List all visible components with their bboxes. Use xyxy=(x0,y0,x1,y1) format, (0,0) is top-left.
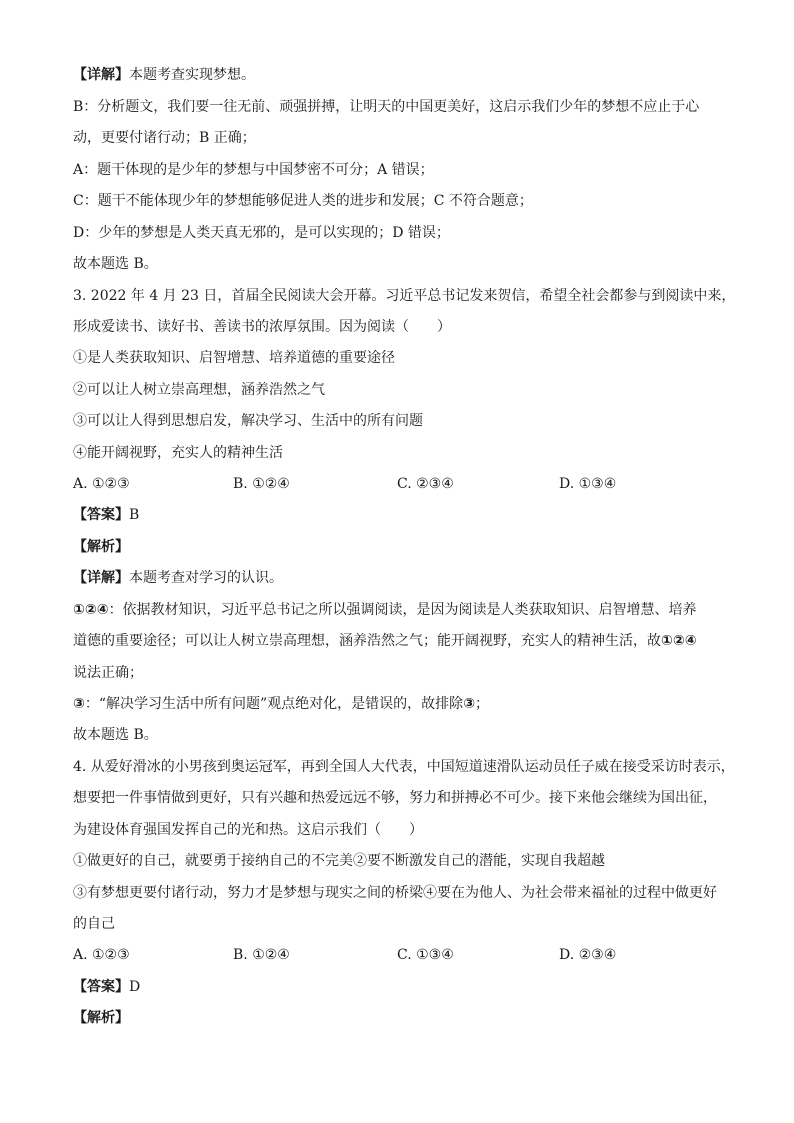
question-4-answer xyxy=(73,978,140,996)
conclusion: 故本题选 B。 xyxy=(73,727,158,743)
detail-text: 本题考查对学习的认识。 xyxy=(129,570,283,586)
question-4-statement: ③有梦想更要付诸行动，努力才是梦想与现实之间的桥梁④要在为他人、为社会带来福祉的过程中做更好 xyxy=(73,885,717,901)
question-3-statement: ③可以让人得到思想启发，解决学习、生活中的所有问题 xyxy=(73,413,423,429)
question-4-stem: 为建设体育强国发挥自己的光和热。这启示我们（ ） xyxy=(73,822,423,838)
question-3-statement: ①是人类获取知识、启智增慧、培养道德的重要途径 xyxy=(73,350,395,366)
question-3-detail xyxy=(73,569,283,587)
answer-value: B xyxy=(129,507,140,523)
statement-ref: ①②④ xyxy=(661,633,697,649)
option-a: A. ①②③ xyxy=(73,476,130,492)
option-b: B. ①②④ xyxy=(233,947,290,963)
analysis-label: 【解析】 xyxy=(73,539,129,555)
explanation-text: ； xyxy=(475,696,490,712)
paragraph-line: C：题干不能体现少年的梦想能够促进人类的进步和发展；C 不符合题意； xyxy=(73,193,533,209)
explanation-line: 说法正确； xyxy=(73,665,143,681)
question-3-stem: 形成爱读书、读好书、善读书的浓厚氛围。因为阅读（ ） xyxy=(73,319,451,335)
question-3-stem: 3. 2022 年 4 月 23 日，首届全民阅读大会开幕。习近平总书记发来贺信，希望全社会都参与到阅读中来， xyxy=(73,288,736,304)
question-4-stem: 想要把一件事情做到更好，只有兴趣和热爱远远不够，努力和拼搏必不可少。接下来他会继续为国出征， xyxy=(73,790,717,806)
analysis-label: 【解析】 xyxy=(73,1010,129,1026)
paragraph-line: 故本题选 B。 xyxy=(73,256,158,272)
paragraph-line: A：题干体现的是少年的梦想与中国梦密不可分；A 错误； xyxy=(73,162,434,178)
explanation-line xyxy=(73,632,697,650)
question-4-statement: 的自己 xyxy=(73,916,115,932)
statement-ref: ③ xyxy=(463,696,476,712)
option-d: D. ②③④ xyxy=(559,947,617,963)
question-4-options xyxy=(73,946,733,964)
answer-label: 【答案】 xyxy=(73,979,129,995)
answer-value: D xyxy=(129,979,141,995)
option-d: D. ①③④ xyxy=(559,476,617,492)
detail-label: 【详解】 xyxy=(73,67,129,83)
explanation-line xyxy=(73,601,697,619)
paragraph-line: B：分析题文，我们要一往无前、顽强拼搏，让明天的中国更美好，这启示我们少年的梦想不应止于心 xyxy=(73,99,700,115)
paragraph-line: D：少年的梦想是人类天真无邪的，是可以实现的；D 错误； xyxy=(73,225,450,241)
paragraph-line: 动，更要付诸行动；B 正确； xyxy=(73,130,256,146)
option-c: C. ①③④ xyxy=(397,947,454,963)
question-4-statement: ①做更好的自己，就要勇于接纳自己的不完美②要不断激发自己的潜能，实现自我超越 xyxy=(73,853,605,869)
question-4-stem: 4. 从爱好滑冰的小男孩到奥运冠军，再到全国人大代表，中国短道速滑队运动员任子威在接受采访时表示， xyxy=(73,759,735,775)
explanation-text: ：依据教材知识，习近平总书记之所以强调阅读，是因为阅读是人类获取知识、启智增慧、培养 xyxy=(108,602,697,618)
explanation-line xyxy=(73,695,489,713)
option-a: A. ①②③ xyxy=(73,947,130,963)
statement-ref: ①②④ xyxy=(73,602,109,618)
option-b: B. ①②④ xyxy=(233,476,290,492)
detail-label: 【详解】 xyxy=(73,570,129,586)
explanation-text: 道德的重要途径；可以让人树立崇高理想，涵养浩然之气；能开阔视野，充实人的精神生活，故 xyxy=(73,633,661,649)
question-3-statement: ④能开阔视野，充实人的精神生活 xyxy=(73,445,283,461)
question-3-options xyxy=(73,475,733,493)
explanation-text: ：“解决学习生活中所有问题”观点绝对化，是错误的，故排除 xyxy=(84,696,464,712)
question-3-statement: ②可以让人树立崇高理想，涵养浩然之气 xyxy=(73,382,325,398)
statement-ref: ③ xyxy=(73,696,85,712)
question-3-answer xyxy=(73,506,139,524)
detail-text: 本题考查实现梦想。 xyxy=(129,67,255,83)
prev-detail-heading xyxy=(73,66,255,84)
answer-label: 【答案】 xyxy=(73,507,129,523)
option-c: C. ②③④ xyxy=(397,476,454,492)
